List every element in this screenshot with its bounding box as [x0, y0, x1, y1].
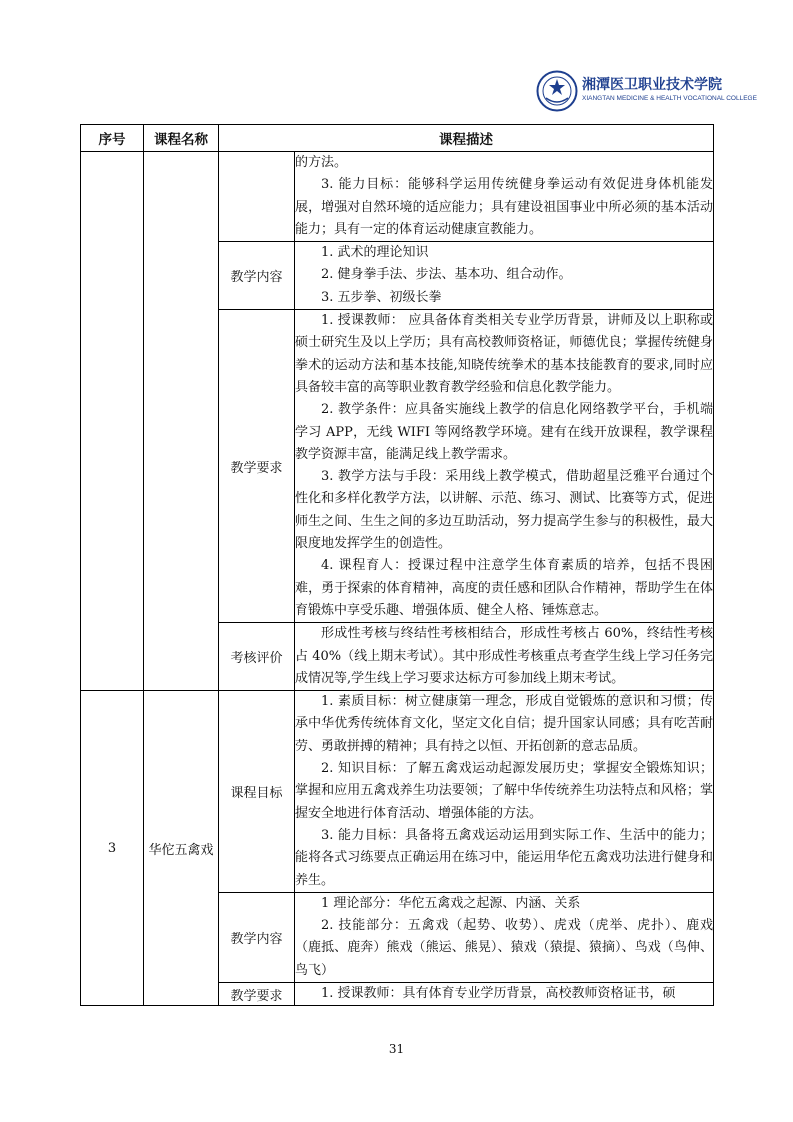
assessment-desc: [295, 623, 714, 691]
course-no: 3: [81, 691, 144, 1006]
requirements-label: 教学要求: [219, 310, 295, 623]
header-course-name: 课程名称: [144, 125, 219, 152]
requirement-para: 2. 教学条件：应具备实施线上教学的信息化网络教学平台，手机端学习 APP，无线 WIFI 等网络教学环境。建有在线开放课程，教学课程教学资源丰富，能满足线上教学需求。: [295, 402, 713, 462]
assessment-text: 形成性考核与终结性考核相结合，形成性考核占 60%，终结性考核占 40%（线上期末考试）。其中形成性考核重点考查学生线上学习任务完成情况等,学生线上学习要求达标方可参加线上期末考试。: [295, 626, 713, 686]
header-no: 序号: [81, 125, 144, 152]
content-desc: [295, 242, 714, 310]
school-seal-icon: [536, 70, 578, 112]
content-label: 教学内容: [219, 892, 295, 982]
requirements-desc: [295, 310, 714, 623]
content-item: 3. 五步拳、初级长拳: [321, 289, 442, 305]
cont-goal-desc: [295, 152, 714, 242]
school-name: 湘潭医卫职业技术学院: [582, 77, 722, 93]
table-row: [81, 691, 714, 893]
requirement-para: 3. 教学方法与手段：采用线上教学模式，借助超星泛雅平台通过个性化和多样化教学方法，以讲解、示范、练习、测试、比赛等方式，促进师生之间、生生之间的多边互助活动，努力提高学生参与的积极性，最大限度地发挥学生的创造性。: [295, 469, 713, 552]
content-label: 教学内容: [219, 242, 295, 310]
assessment-label: 考核评价: [219, 623, 295, 691]
goals-label: 课程目标: [219, 691, 295, 893]
cont-goal-label-cell: [219, 152, 295, 242]
school-logo: [536, 70, 757, 116]
goal-ability-para: 3. 能力目标：能够科学运用传统健身拳运动有效促进身体机能发展，增强对自然环境的适应能力；具有建设祖国事业中所必须的基本活动能力；具有一定的体育运动健康宣教能力。: [295, 177, 713, 237]
goal-para: 3. 能力目标：具备将五禽戏运动运用到实际工作、生活中的能力；能将各式习练要点正确运用在练习中，能运用华佗五禽戏功法进行健身和养生。: [295, 827, 713, 888]
content-item: 1 理论部分：华佗五禽戏之起源、内涵、关系: [321, 895, 581, 911]
content-desc: [295, 892, 714, 982]
goal-para: 1. 素质目标：树立健康第一理念，形成自觉锻炼的意识和习惯；传承中华优秀传统体育文化，坚定文化自信；提升国家认同感；具有吃苦耐劳、勇敢拼搏的精神；具有持之以恒、开拓创新的意志品质。: [295, 694, 713, 754]
page-number: 31: [388, 1042, 405, 1056]
content-item: 2. 健身拳手法、步法、基本功、组合动作。: [321, 267, 572, 283]
school-name-en: XIANGTAN MEDICINE & HEALTH VOCATIONAL COLLEGE: [582, 95, 757, 102]
goal-para: 2. 知识目标：了解五禽戏运动起源发展历史；掌握安全锻炼知识；掌握和应用五禽戏养生功法要领；了解中华传统养生功法特点和风格；掌握安全地进行体育活动、增强体能的方法。: [295, 761, 713, 821]
course-table: [80, 124, 714, 1006]
header-course-desc: 课程描述: [219, 125, 714, 152]
course-name: 华佗五禽戏: [144, 691, 219, 1006]
cont-no-cell: [81, 152, 144, 691]
requirements-label: 教学要求: [219, 982, 295, 1005]
requirement-para: 1. 授课教师： 应具备体育类相关专业学历背景，讲师及以上职称或硕士研究生及以上学历；具有高校教师资格证，师德优良；掌握传统健身拳术的运动方法和基本技能,知晓传统拳术的基本技能教育的要求,同时应具备较丰富的高等职业教育教学经验和信息化教学能力。: [295, 313, 713, 395]
content-item: 2. 技能部分：五禽戏（起势、收势）、虎戏（虎举、虎扑）、鹿戏（鹿抵、鹿奔）熊戏（熊运、熊晃）、猿戏（猿提、猿摘）、鸟戏（鸟伸、鸟飞）: [295, 918, 713, 978]
goal-tail-line: 的方法。: [295, 155, 348, 170]
goals-desc: [295, 691, 714, 893]
requirement-para: 1. 授课教师：具有体育专业学历背景，高校教师资格证书，硕: [321, 985, 676, 1001]
table-row: [81, 152, 714, 242]
table-header-row: [81, 125, 714, 152]
requirements-desc: [295, 982, 714, 1005]
requirement-para: 4. 课程育人：授课过程中注意学生体育素质的培养，包括不畏困难，勇于探索的体育精神，高度的责任感和团队合作精神，帮助学生在体育锻炼中享受乐趣、增强体质、健全人格、锤炼意志。: [295, 558, 713, 618]
cont-name-cell: [144, 152, 219, 691]
content-item: 1. 武术的理论知识: [321, 245, 429, 261]
